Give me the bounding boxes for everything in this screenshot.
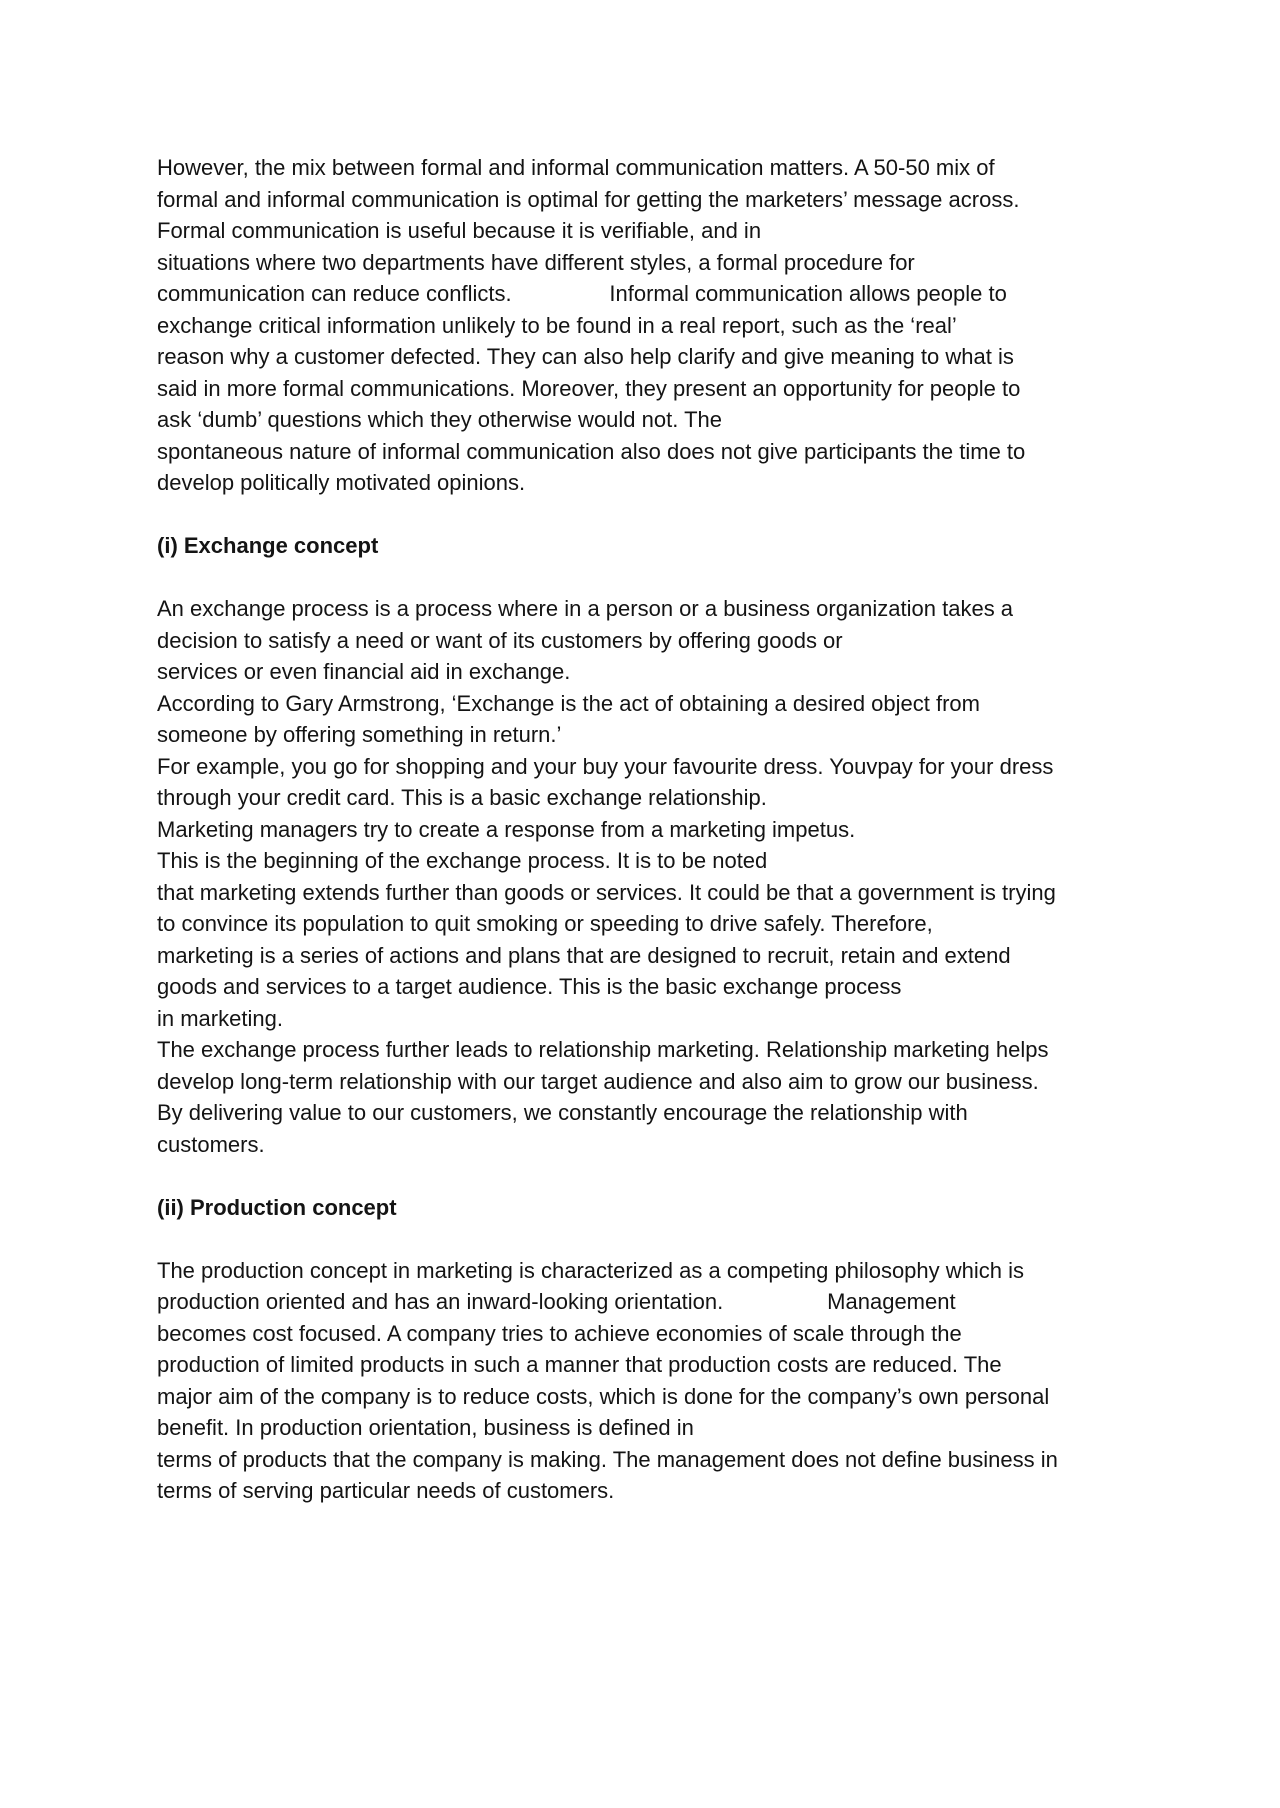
text-line: However, the mix between formal and informal communication matters. A 50-50 mix of bbox=[157, 155, 995, 180]
text-line: becomes cost focused. A company tries to achieve economies of scale through the bbox=[157, 1320, 962, 1346]
text-line: terms of products that the company is making. The management does not define business in bbox=[157, 1446, 1058, 1472]
text-line: situations where two departments have different styles, a formal procedure for bbox=[157, 249, 915, 275]
text-line: formal and informal communication is optimal for getting the marketers’ message across. bbox=[157, 186, 1020, 212]
text-line: in marketing. bbox=[157, 1005, 283, 1031]
text-line: major aim of the company is to reduce costs, which is done for the company’s own personal bbox=[157, 1383, 1050, 1409]
text-line: An exchange process is a process where in a person or a business organization takes a bbox=[157, 596, 1014, 621]
section-heading-production-concept: (ii) Production concept bbox=[157, 1194, 397, 1220]
text-line: Marketing managers try to create a response from a marketing impetus. bbox=[157, 816, 856, 842]
text-line: develop politically motivated opinions. bbox=[157, 470, 526, 495]
text-line: that marketing extends further than goods or services. It could be that a government is trying bbox=[157, 879, 1056, 905]
text-line: decision to satisfy a need or want of its customers by offering goods or bbox=[157, 627, 843, 653]
text-line: Formal communication is useful because it is verifiable, and in bbox=[157, 218, 762, 243]
text-line: According to Gary Armstrong, ‘Exchange is the act of obtaining a desired object from bbox=[157, 690, 980, 716]
text-line: communication can reduce conflicts. Informal communication allows people to bbox=[157, 281, 1007, 306]
text-line: services or even financial aid in exchange. bbox=[157, 659, 571, 684]
text-line: to convince its population to quit smoking or speeding to drive safely. Therefore, bbox=[157, 911, 933, 936]
text-line: By delivering value to our customers, we constantly encourage the relationship with bbox=[157, 1100, 968, 1125]
paragraph-spacer bbox=[157, 499, 1157, 531]
text-line: through your credit card. This is a basic exchange relationship. bbox=[157, 785, 767, 810]
paragraph-spacer bbox=[157, 1223, 1157, 1255]
text-line: marketing is a series of actions and plans that are designed to recruit, retain and extend bbox=[157, 942, 1011, 968]
text-line: production oriented and has an inward-looking orientation. Management bbox=[157, 1289, 956, 1314]
paragraph-informal-communication bbox=[157, 152, 1157, 499]
text-line: said in more formal communications. Moreover, they present an opportunity for people to bbox=[157, 375, 1021, 401]
text-line: production of limited products in such a manner that production costs are reduced. The bbox=[157, 1352, 1002, 1377]
text-line: exchange critical information unlikely to be found in a real report, such as the ‘real’ bbox=[157, 312, 957, 338]
text-line: spontaneous nature of informal communication also does not give participants the time to bbox=[157, 438, 1026, 464]
text-line: This is the beginning of the exchange process. It is to be noted bbox=[157, 848, 768, 873]
text-line: reason why a customer defected. They can also help clarify and give meaning to what is bbox=[157, 344, 1014, 369]
text-line: terms of serving particular needs of customers. bbox=[157, 1478, 615, 1503]
document-body bbox=[157, 152, 1157, 1507]
text-line: goods and services to a target audience. This is the basic exchange process bbox=[157, 974, 902, 999]
text-line: someone by offering something in return.’ bbox=[157, 722, 562, 747]
paragraph-spacer bbox=[157, 562, 1157, 594]
text-line: ask ‘dumb’ questions which they otherwise would not. The bbox=[157, 407, 722, 432]
paragraph-exchange-concept bbox=[157, 593, 1157, 1160]
text-line: The exchange process further leads to relationship marketing. Relationship marketing helps bbox=[157, 1037, 1049, 1062]
text-line: develop long-term relationship with our target audience and also aim to grow our business. bbox=[157, 1068, 1039, 1094]
text-line: benefit. In production orientation, business is defined in bbox=[157, 1415, 694, 1440]
text-line: For example, you go for shopping and your buy your favourite dress. Youvpay for your dress bbox=[157, 753, 1054, 779]
section-heading-exchange-concept: (i) Exchange concept bbox=[157, 533, 379, 558]
paragraph-production-concept bbox=[157, 1255, 1157, 1507]
text-line: customers. bbox=[157, 1131, 265, 1157]
text-line: The production concept in marketing is characterized as a competing philosophy which is bbox=[157, 1257, 1025, 1283]
paragraph-spacer bbox=[157, 1160, 1157, 1192]
